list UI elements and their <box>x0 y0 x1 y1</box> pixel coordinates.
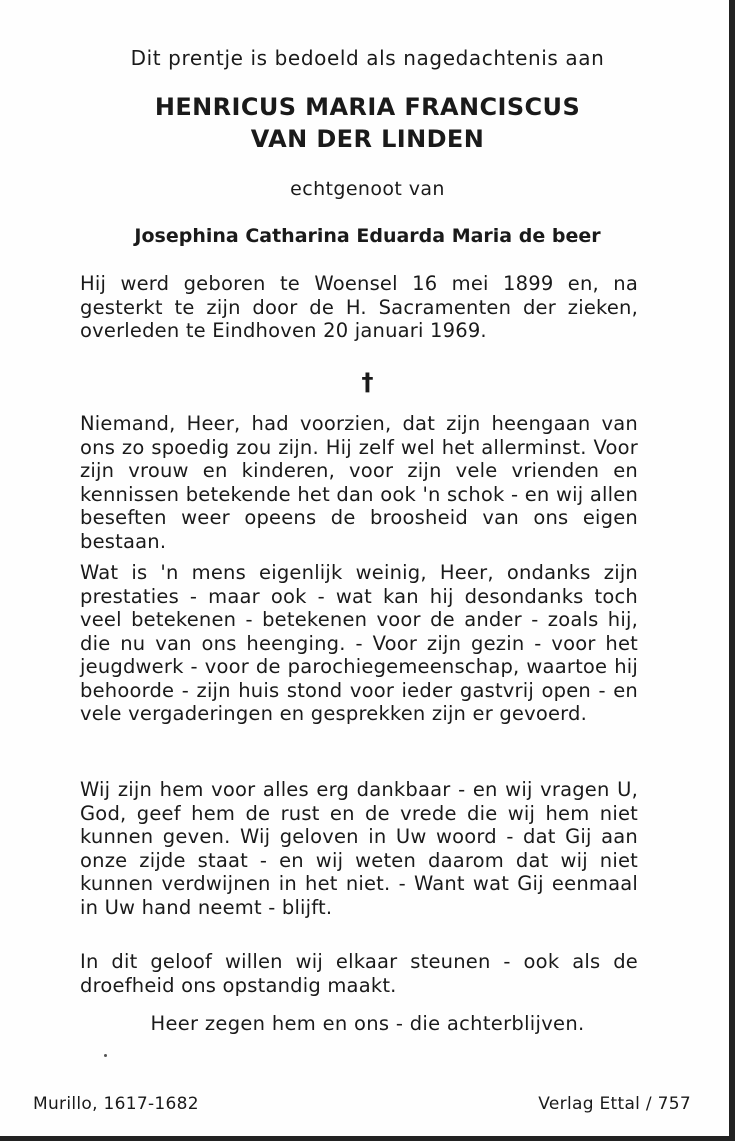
deceased-name-line1: HENRICUS MARIA FRANCISCUS <box>154 93 581 121</box>
paragraph-1: Niemand, Heer, had voorzien, dat zijn heengaan van ons zo spoedig zou zijn. Hij zelf wel het allerminst. Voor zijn vrouw en kinderen, voor zijn vele vrienden en kennissen betekende het dan ook 'n schok - en wij allen beseften weer opeens de broosheid van ons eigen bestaan. <box>80 412 638 553</box>
scan-edge-bottom <box>0 1136 735 1141</box>
paragraph-3: Wij zijn hem voor alles erg dankbaar - en wij vragen U, God, geef hem de rust en de vrede die wij hem niet kunnen geven. Wij geloven in Uw woord - dat Gij aan onze zijde staat - en wij weten daarom dat wij niet kunnen verdwijnen in het niet. - Want wat Gij eenmaal in Uw hand neemt - blijft. <box>80 778 638 919</box>
spouse-name: Josephina Catharina Eduarda Maria de beer <box>134 225 601 247</box>
spouse-label: echtgenoot van <box>290 178 445 200</box>
scan-edge-right <box>729 0 735 1141</box>
footer-publisher: Verlag Ettal / 757 <box>538 1094 691 1114</box>
deceased-name-line2: VAN DER LINDEN <box>250 125 485 153</box>
footer-artist-credit: Murillo, 1617-1682 <box>33 1094 199 1114</box>
cross-icon: † <box>361 368 374 396</box>
closing-prayer: Heer zegen hem en ons - die achterblijven. <box>150 1012 585 1035</box>
intro-text: Dit prentje is bedoeld als nagedachtenis aan <box>130 46 605 70</box>
paragraph-2: Wat is 'n mens eigenlijk weinig, Heer, ondanks zijn prestaties - maar ook - wat kan hij desondanks toch veel betekenen - betekenen voor de ander - zoals hij, die nu van ons heenging. - Voor zijn gezin - voor het jeugdwerk - voor de parochiegemeenschap, waartoe hij behoorde - zijn huis stond voor ieder gastvrij open - en vele vergaderingen en gesprekken zijn er gevoerd. <box>80 561 638 725</box>
birth-death-text: Hij werd geboren te Woensel 16 mei 1899 en, na gesterkt te zijn door de H. Sacramenten der zieken, overleden te Eindhoven 20 januari 1969. <box>80 272 638 342</box>
paragraph-4: In dit geloof willen wij elkaar steunen - ook als de droefheid ons opstandig maakt. <box>80 950 638 997</box>
print-speck <box>104 1054 107 1057</box>
